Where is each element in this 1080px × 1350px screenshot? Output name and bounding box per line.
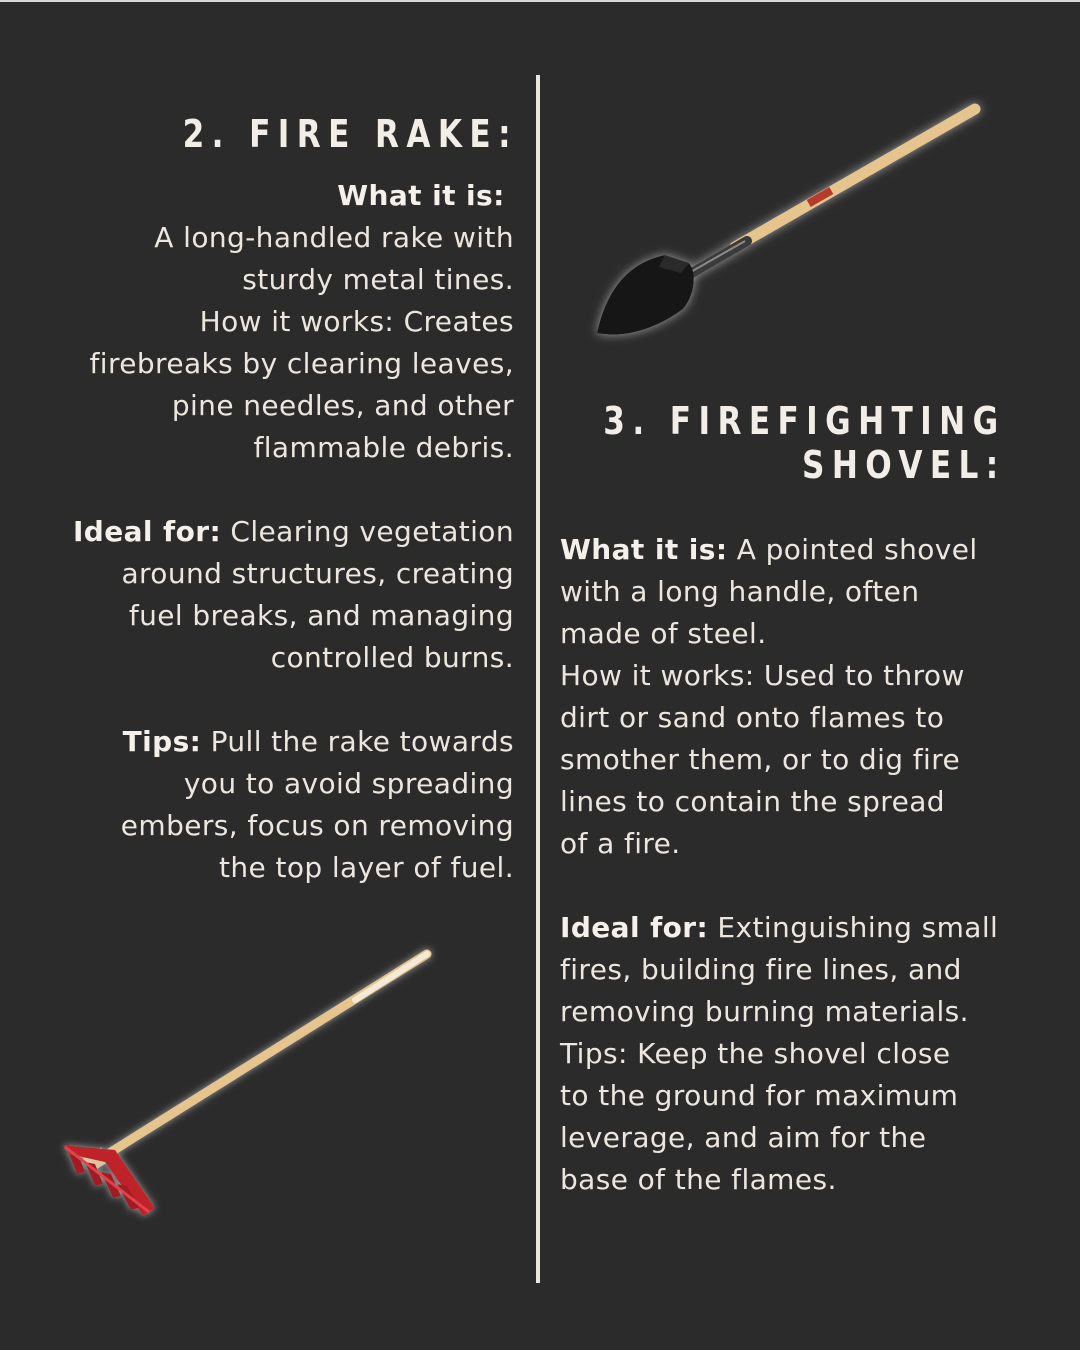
rake-ideal-line: controlled burns.	[270, 641, 514, 674]
shovel-what-text: A pointed shovel	[727, 533, 978, 566]
shovel-ideal-line: fires, building fire lines, and	[560, 953, 962, 986]
shovel-what-line: with a long handle, often	[560, 575, 920, 608]
firefighting-shovel-heading	[604, 399, 1006, 487]
shovel-how-line: smother them, or to dig fire	[560, 743, 961, 776]
ideal-for-label: Ideal for:	[72, 515, 222, 548]
shovel-how-line: of a fire.	[560, 827, 681, 860]
column-divider	[536, 75, 540, 1283]
rake-ideal-line: around structures, creating	[121, 557, 514, 590]
rake-ideal-text: Clearing vegetation	[221, 515, 514, 548]
shovel-what-row	[560, 529, 1040, 571]
fire-rake-description	[24, 175, 514, 889]
ideal-for-label: Ideal for:	[560, 911, 709, 944]
shovel-ideal-row	[560, 907, 1040, 949]
rake-what-line: sturdy metal tines.	[242, 263, 514, 296]
rake-tips-line: embers, focus on removing	[120, 809, 514, 842]
rake-tips-line: you to avoid spreading	[183, 767, 514, 800]
shovel-ideal-line: removing burning materials.	[560, 995, 969, 1028]
shovel-heading-line: SHOVEL:	[802, 443, 1006, 487]
rake-how-line: flammable debris.	[253, 431, 514, 464]
rake-ideal-row	[24, 511, 514, 553]
rake-ideal-line: fuel breaks, and managing	[128, 599, 514, 632]
rake-how-line: pine needles, and other	[171, 389, 514, 422]
what-it-is-row	[24, 175, 514, 217]
what-it-is-label: What it is:	[560, 533, 728, 566]
shovel-how-line: lines to contain the spread	[560, 785, 945, 818]
rake-what-line: A long-handled rake with	[154, 221, 514, 254]
rake-tips-row	[24, 721, 514, 763]
shovel-heading-line: 3. FIREFIGHTING	[603, 399, 1006, 443]
rake-how-line: firebreaks by clearing leaves,	[89, 347, 514, 380]
shovel-ideal-text: Extinguishing small	[708, 911, 999, 944]
shovel-how-line: dirt or sand onto flames to	[560, 701, 945, 734]
rake-tips-text: Pull the rake towards	[201, 725, 514, 758]
tips-label: Tips:	[122, 725, 202, 758]
what-it-is-label: What it is:	[337, 179, 505, 212]
fire-rake-heading: 2. FIRE RAKE:	[182, 112, 518, 156]
shovel-tips-line: leverage, and aim for the	[560, 1121, 927, 1154]
firefighting-shovel-description	[560, 529, 1040, 1201]
fire-rake-image	[55, 940, 445, 1230]
shovel-how-line: How it works: Used to throw	[560, 659, 965, 692]
rake-how-line: How it works: Creates	[199, 305, 514, 338]
shovel-tips-line: base of the flames.	[560, 1163, 837, 1196]
shovel-tips-line: Tips: Keep the shovel close	[560, 1037, 951, 1070]
shovel-tips-line: to the ground for maximum	[560, 1079, 959, 1112]
shovel-what-line: made of steel.	[560, 617, 767, 650]
firefighting-shovel-image	[585, 95, 995, 355]
rake-tips-line: the top layer of fuel.	[219, 851, 514, 884]
